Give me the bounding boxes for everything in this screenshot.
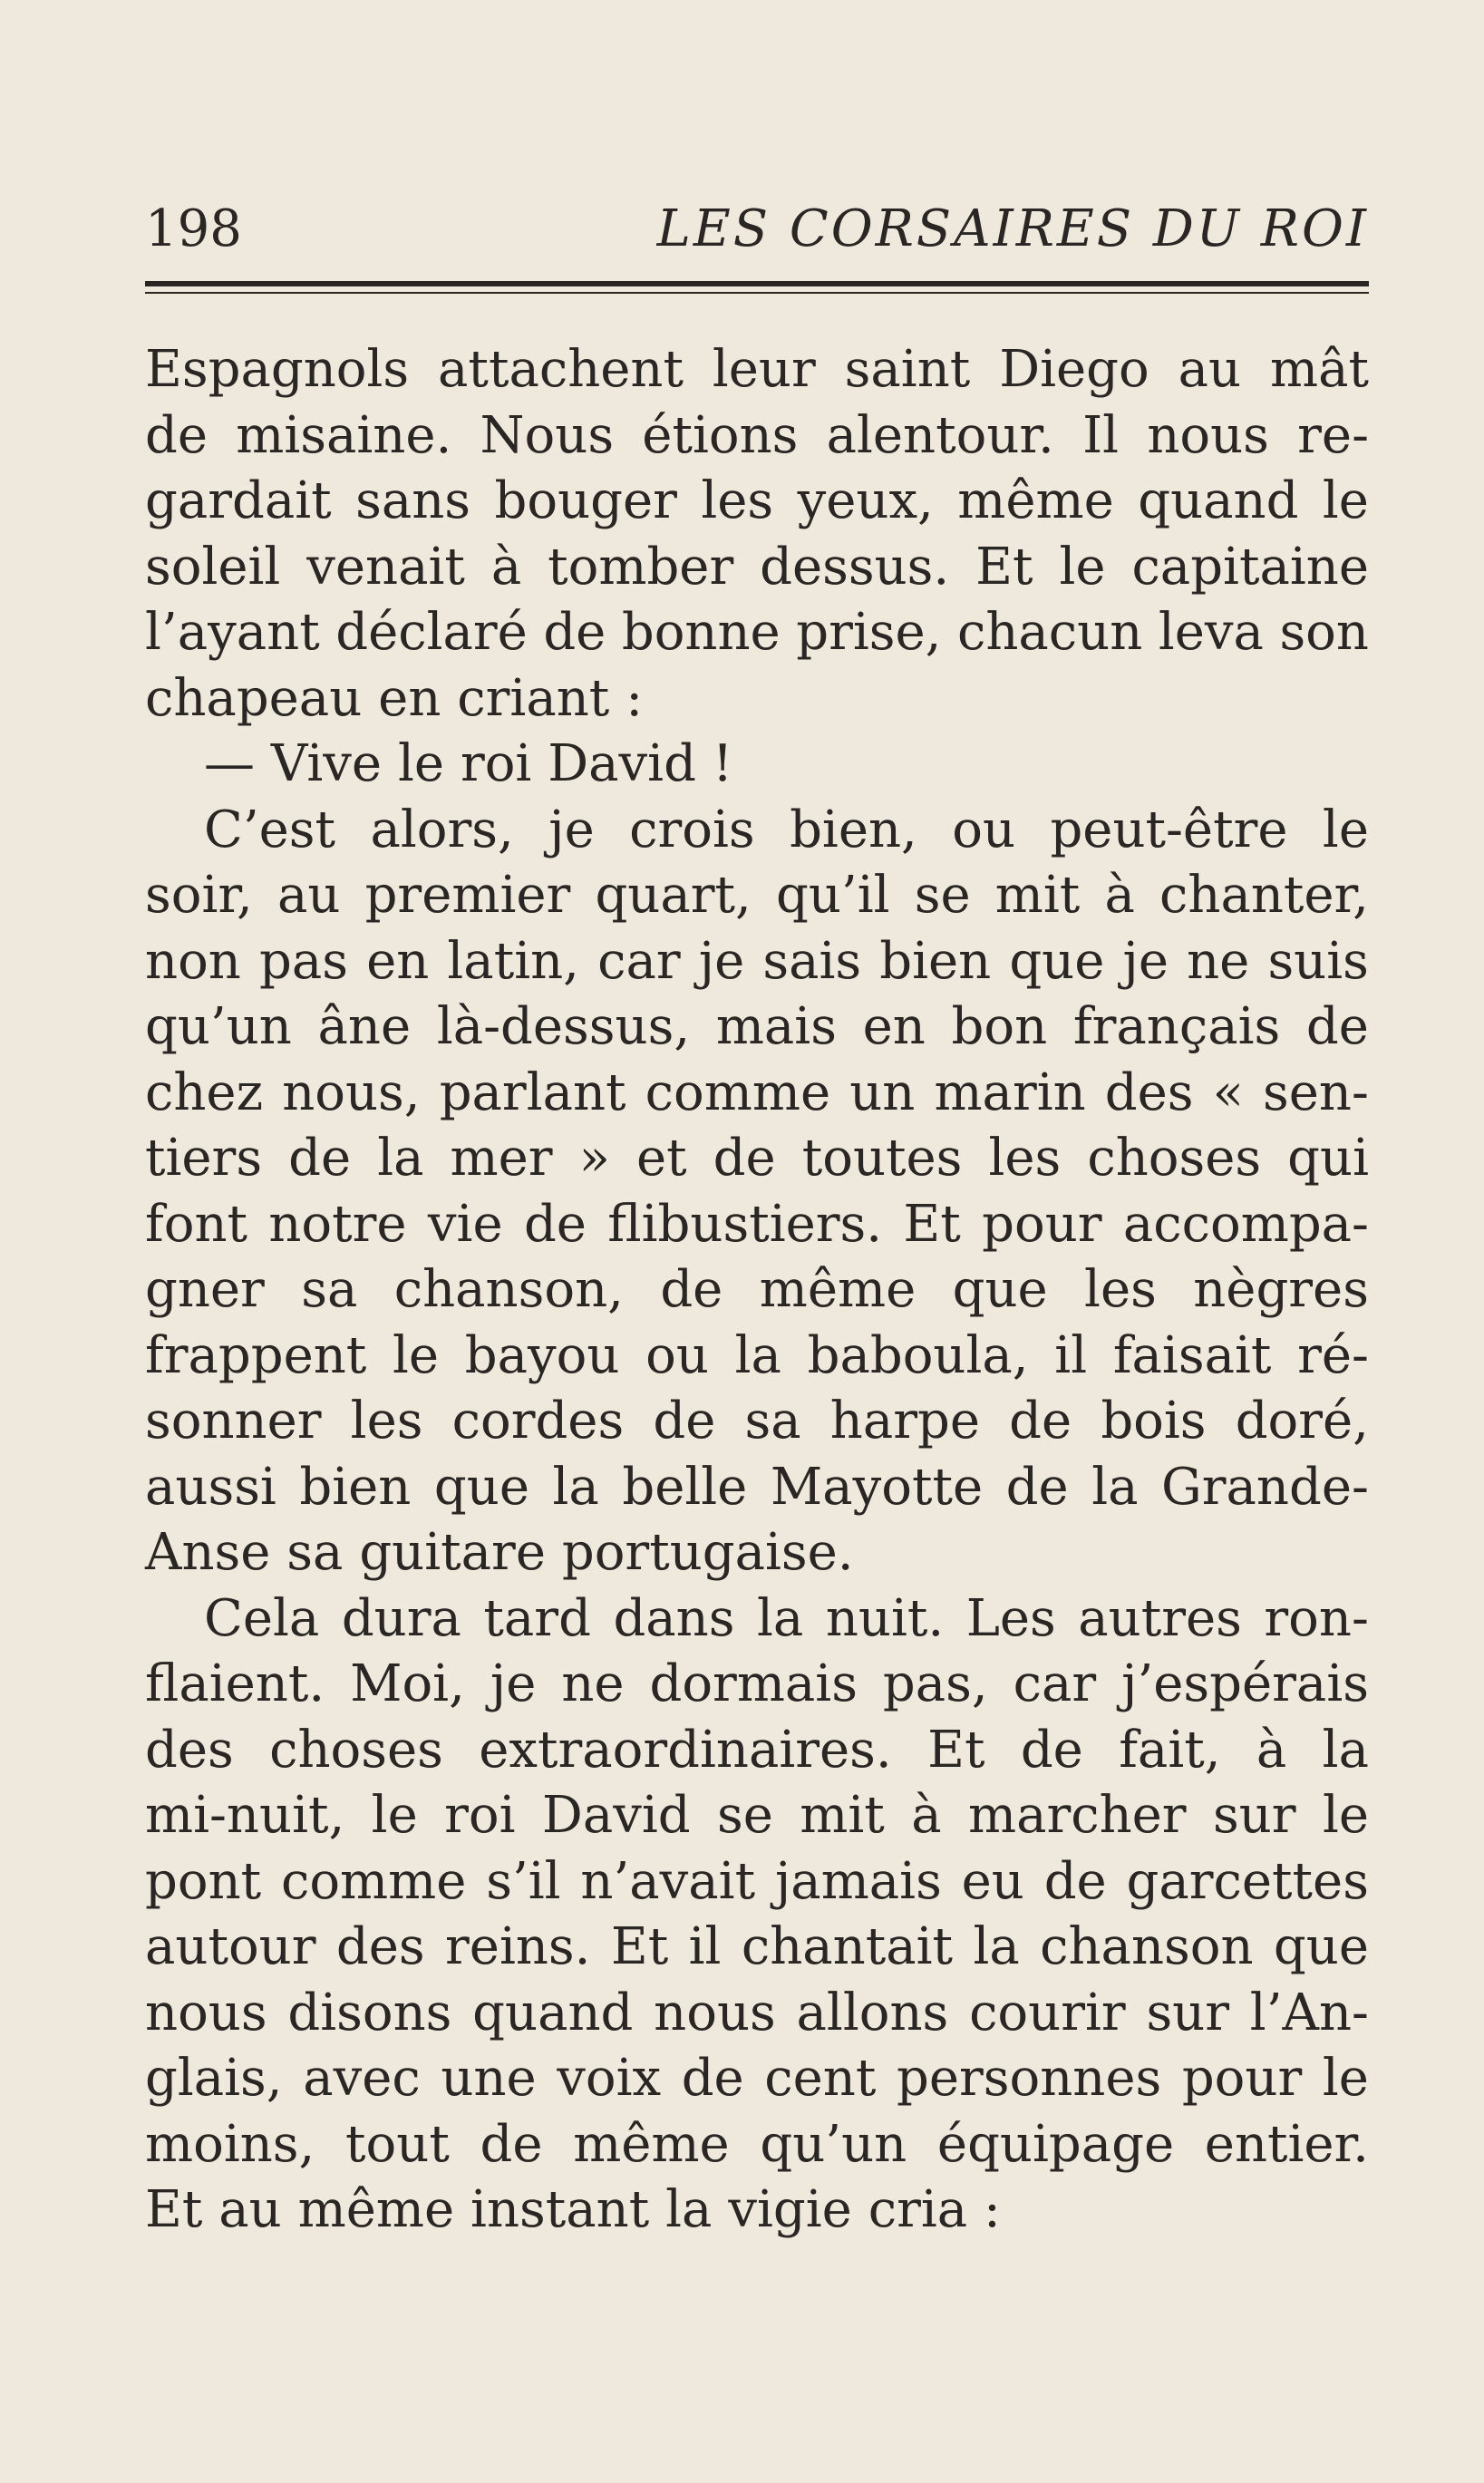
text-line: gner sa chanson, de même que les nègres (145, 1260, 1369, 1319)
text-line: mi-nuit, le roi David se mit à marcher sur le (145, 1786, 1369, 1845)
text-line: moins, tout de même qu’un équipage entier. (145, 2114, 1369, 2174)
text-line: Et au même instant la vigie cria : (145, 2180, 1001, 2239)
text-line: chez nous, parlant comme un marin des « sen- (145, 1062, 1369, 1122)
page-number: 198 (145, 199, 242, 258)
text-line: soir, au premier quart, qu’il se mit à chanter, (145, 866, 1369, 925)
page-header (145, 198, 1369, 261)
text-line: Cela dura tard dans la nuit. Les autres ron- (204, 1588, 1369, 1648)
text-line: glais, avec une voix de cent personnes pour le (145, 2049, 1369, 2108)
text-line: C’est alors, je crois bien, ou peut-être le (204, 800, 1369, 859)
text-line: autour des reins. Et il chantait la chanson que (145, 1917, 1369, 1976)
text-line: — Vive le roi David ! (204, 734, 733, 793)
text-line: font notre vie de flibustiers. Et pour accompa- (145, 1194, 1369, 1254)
text-line: soleil venait à tomber dessus. Et le capitaine (145, 537, 1369, 597)
text-line: l’ayant déclaré de bonne prise, chacun leva son (145, 603, 1369, 662)
header-rule-thick (145, 281, 1369, 286)
running-title: LES CORSAIRES DU ROI (656, 199, 1369, 258)
text-line: sonner les cordes de sa harpe de bois doré, (145, 1392, 1369, 1450)
text-line: aussi bien que la belle Mayotte de la Grande- (145, 1457, 1369, 1517)
text-line: de misaine. Nous étions alentour. Il nous re- (145, 405, 1369, 465)
body-text (145, 337, 1369, 2244)
header-rule-thin (145, 292, 1369, 294)
text-line: non pas en latin, car je sais bien que je ne suis (145, 931, 1369, 991)
book-page (145, 0, 1369, 2483)
text-line: des choses extraordinaires. Et de fait, à la (145, 1720, 1369, 1780)
text-line: pont comme s’il n’avait jamais eu de garcettes (145, 1851, 1369, 1911)
text-line: chapeau en criant : (145, 668, 644, 728)
text-line: Anse sa guitare portugaise. (145, 1523, 854, 1582)
text-line: frappent le bayou ou la baboula, il faisait ré- (145, 1325, 1369, 1385)
text-line: Espagnols attachent leur saint Diego au mât (145, 340, 1369, 399)
text-line: nous disons quand nous allons courir sur l’An- (145, 1983, 1369, 2042)
text-line: flaient. Moi, je ne dormais pas, car j’espérais (145, 1654, 1369, 1713)
text-line: tiers de la mer » et de toutes les choses qui (145, 1129, 1369, 1188)
text-line: gardait sans bouger les yeux, même quand le (145, 471, 1369, 530)
text-line: qu’un âne là-dessus, mais en bon français de (145, 997, 1369, 1056)
